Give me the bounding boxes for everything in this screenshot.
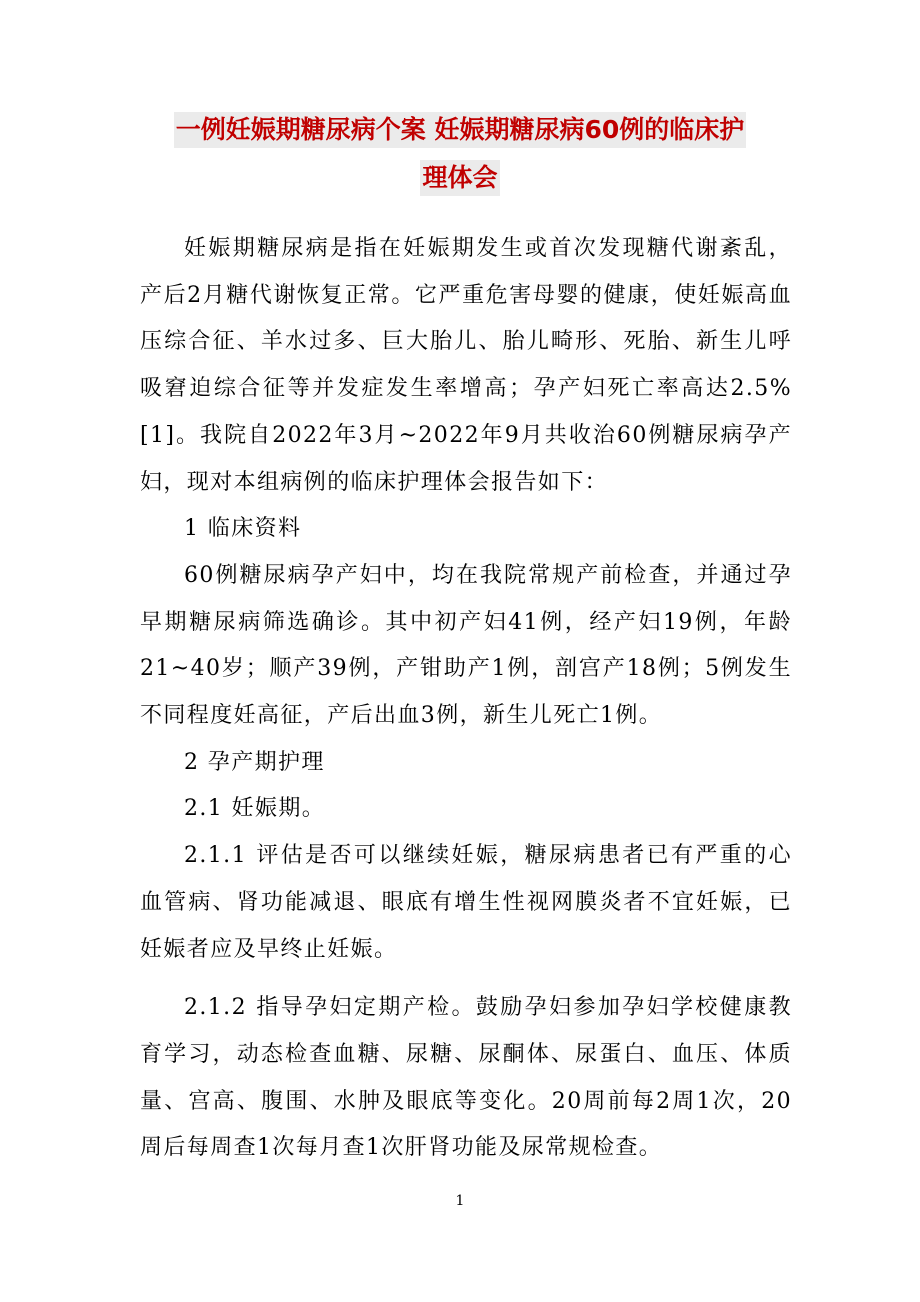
clinical-data-paragraph: 60例糖尿病孕产妇中，均在我院常规产前检查，并通过孕早期糖尿病筛选确诊。其中初产妇41例，经产妇19例，年龄21~40岁；顺产39例，产钳助产1例，剖宫产18例；5例发生不同程度妊高征，产后出血3例，新生儿死亡1例。 (140, 562, 792, 729)
section-heading-perinatal-care: 2 孕产期护理 (184, 749, 325, 775)
intro-paragraph: 妊娠期糖尿病是指在妊娠期发生或首次发现糖代谢紊乱，产后2月糖代谢恢复正常。它严重危害母婴的健康，使妊娠高血压综合征、羊水过多、巨大胎儿、胎儿畸形、死胎、新生儿呼吸窘迫综合征等并发症发生率增高；孕产妇死亡率高达2.5% [1]。我院自2022年3月~2022年9月共收治60例糖尿病孕产妇，现对本组病例的临床护理体会报告如下： (140, 236, 792, 495)
subsection-heading-pregnancy: 2.1 妊娠期。 (184, 796, 326, 822)
page-number: 1 (455, 1193, 465, 1209)
title-line-1: 一例妊娠期糖尿病个案 妊娠期糖尿病60例的临床护 (174, 112, 747, 148)
section-heading-clinical-data: 1 临床资料 (184, 516, 302, 542)
paragraph-2-1-2: 2.1.2 指导孕妇定期产检。鼓励孕妇参加孕妇学校健康教育学习，动态检查血糖、尿糖、尿酮体、尿蛋白、血压、体质量、宫高、腹围、水肿及眼底等变化。20周前每2周1次，20周后每周查1次每月查1次肝肾功能及尿常规检查。 (140, 995, 792, 1161)
document-title (120, 110, 800, 206)
document-body (140, 226, 792, 1172)
title-line-2: 理体会 (420, 160, 499, 196)
paragraph-2-1-1: 2.1.1 评估是否可以继续妊娠，糖尿病患者已有严重的心血管病、肾功能减退、眼底有增生性视网膜炎者不宜妊娠，已妊娠者应及早终止妊娠。 (140, 843, 792, 962)
